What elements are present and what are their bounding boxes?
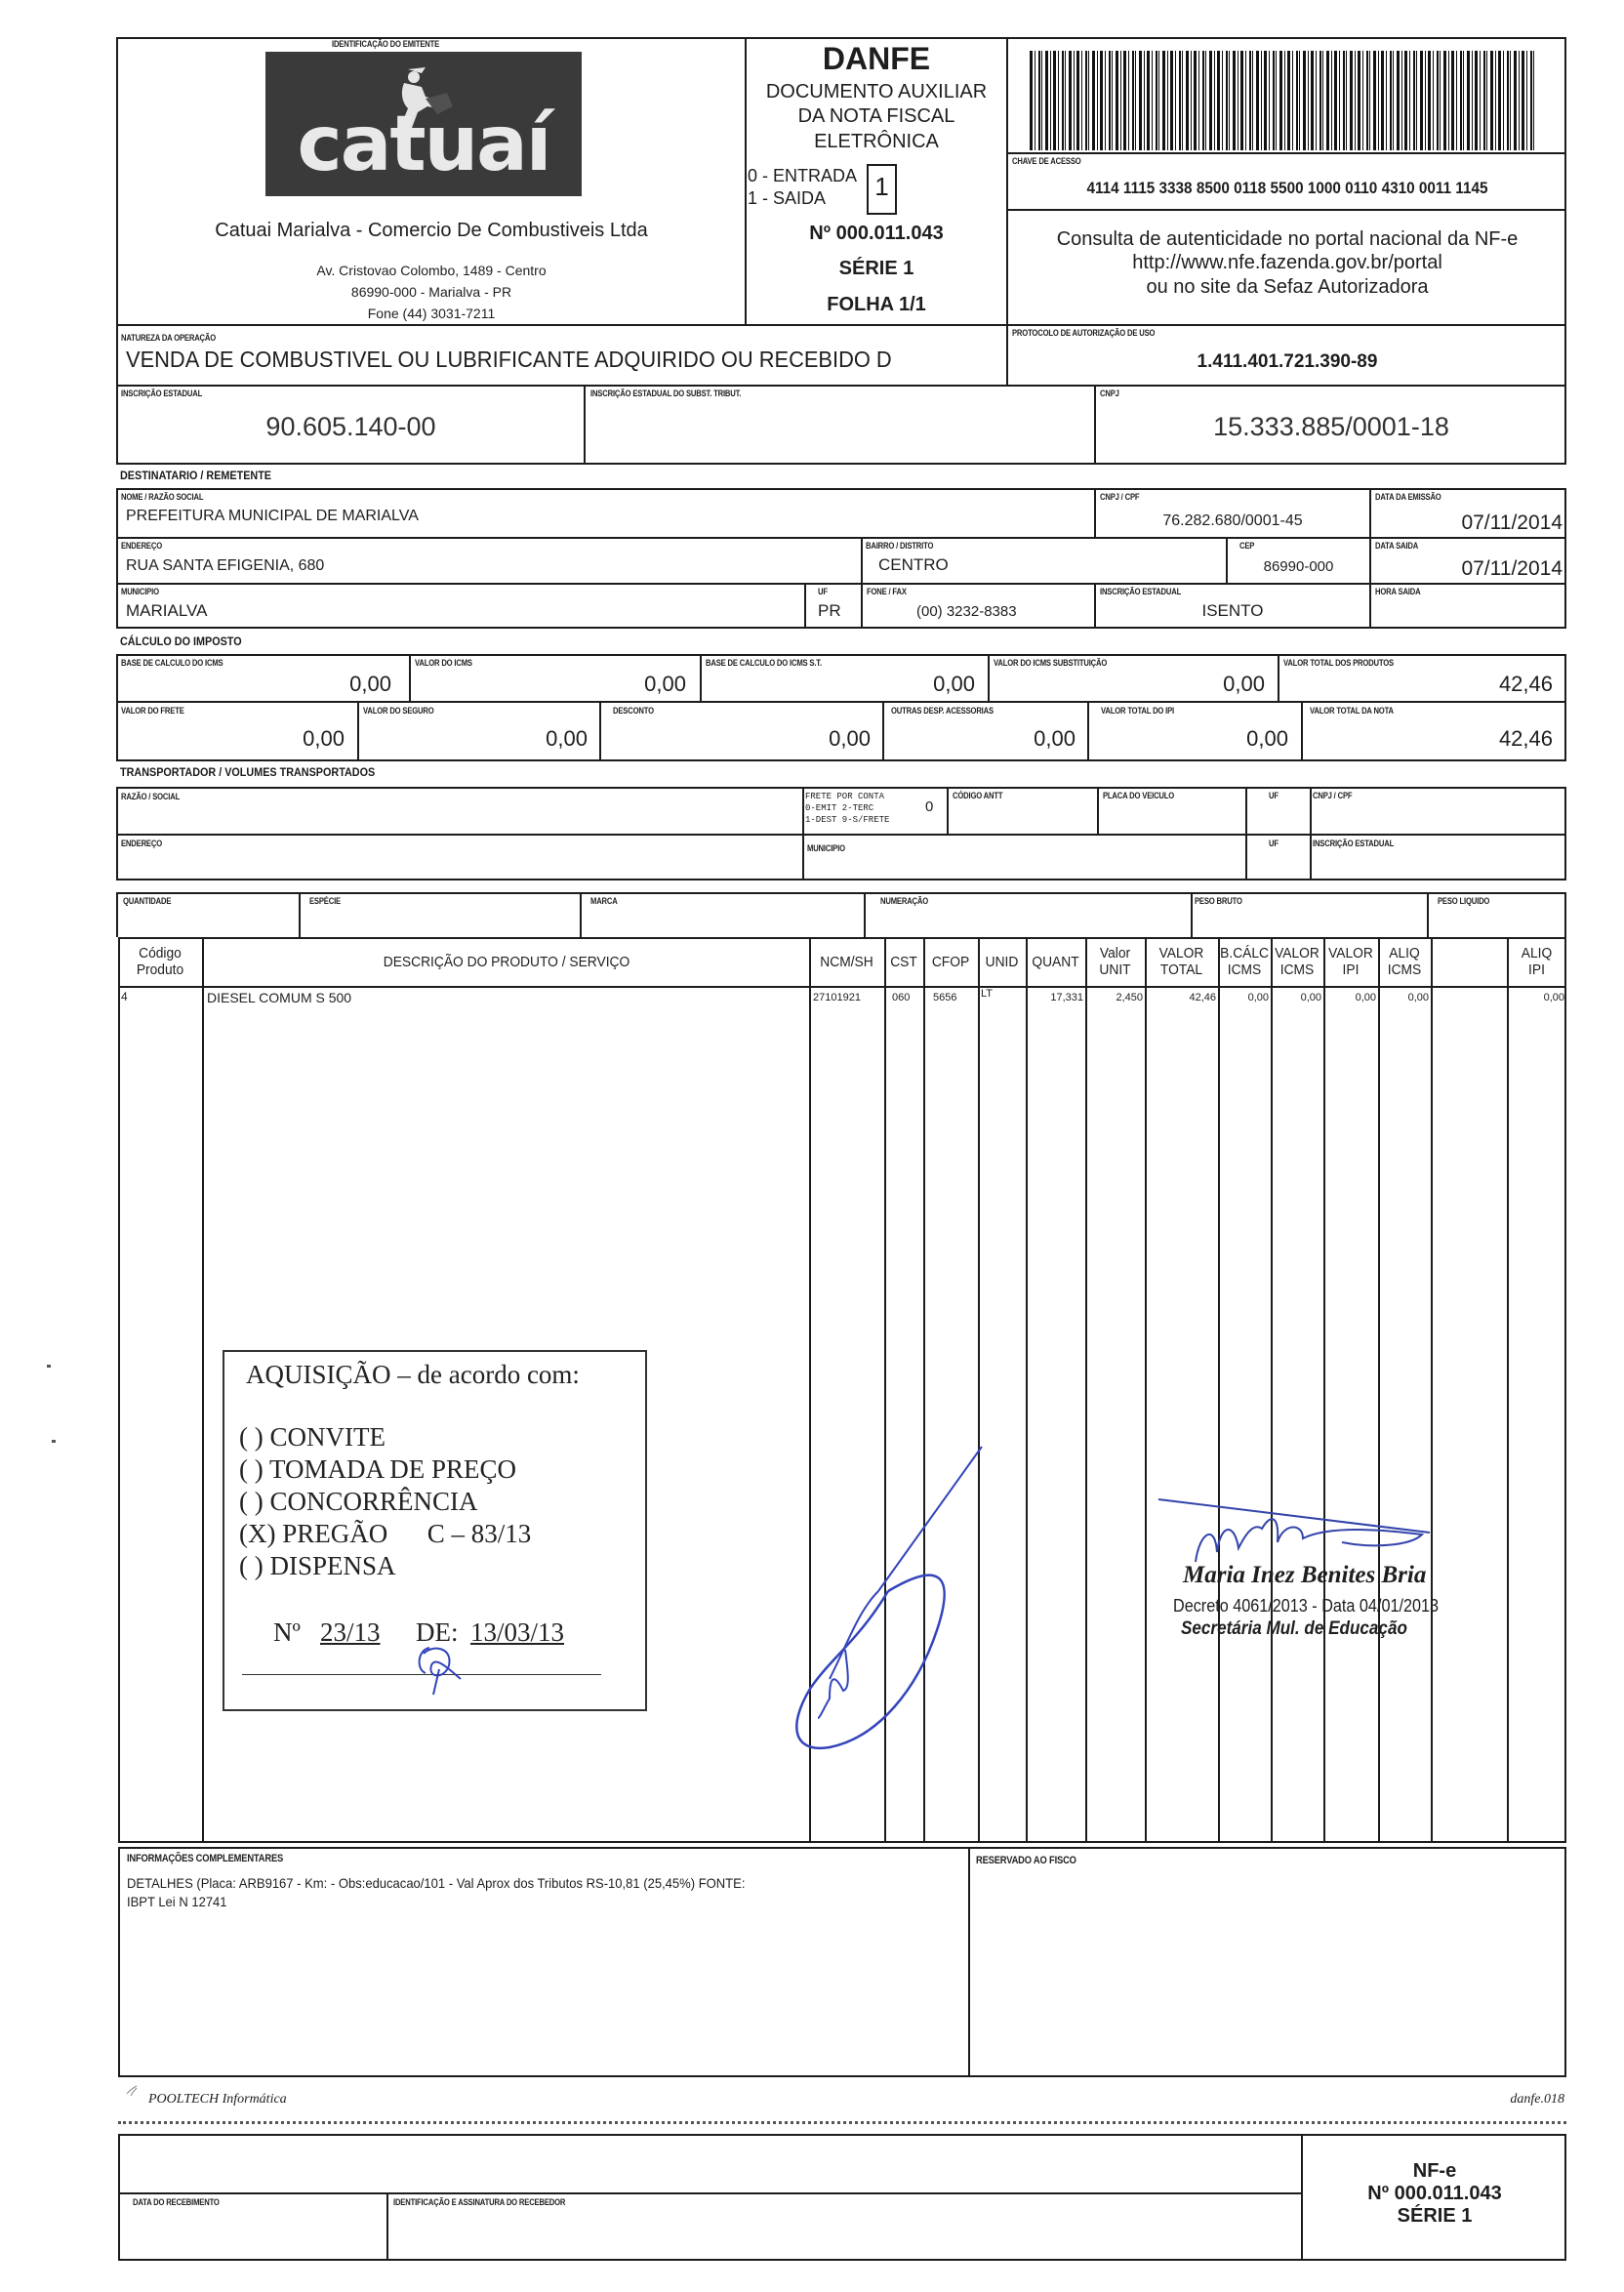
cut-line [118,2121,1566,2124]
imposto-label: VALOR TOTAL DA NOTA [1310,706,1394,716]
col-header-cst [886,954,922,970]
imposto-label: BASE DE CALCULO DO ICMS [121,658,223,668]
col-header-valor-unit [1087,945,1142,978]
stamp-title: AQUISIÇÃO – de acordo com: [246,1360,580,1389]
signatory-name: Maria Inez Benites Bria [1183,1562,1427,1588]
imposto-value: 0,00 [933,672,975,696]
divider [118,2192,1301,2194]
divider [1006,152,1566,154]
data-recebimento-label: DATA DO RECEBIMENTO [133,2197,220,2207]
col-header-line: Código [139,945,182,962]
ie-label: INSCRIÇÃO ESTADUAL [121,389,203,398]
acquisition-stamp [223,1350,647,1711]
footer-software: POOLTECH Informática [148,2092,287,2107]
divider [1097,787,1099,834]
cell-codigo: 4 [121,990,128,1003]
col-header-quant [1028,954,1082,970]
col-divider [1271,937,1273,1843]
assinatura-field[interactable] [390,2211,1298,2258]
dest-hora-saida-label: HORA SAIDA [1375,587,1421,596]
emitente-section-label: IDENTIFICAÇÃO DO EMITENTE [332,39,440,49]
col-divider [1378,937,1380,1843]
cell-aliq-ipi: 0,00 [1543,992,1564,1003]
consulta-line3: ou no site da Sefaz Autorizadora [1146,276,1429,298]
transp-antt-label: CÓDIGO ANTT [953,791,1003,800]
cell-valor-total: 42,46 [1189,992,1216,1003]
col-header-line: UNIT [1099,962,1131,978]
fisco-label: RESERVADO AO FISCO [976,1855,1076,1866]
ie-value: 90.605.140-00 [265,412,436,441]
stamp-numero-value: 23/13 [320,1617,381,1647]
imposto-value: 0,00 [1223,672,1265,696]
dest-municipio-label: MUNICIPIO [121,587,159,596]
consulta-line1: Consulta de autenticidade no portal nacional da NF-e [1056,228,1519,250]
informacoes-line1: DETALHES (Placa: ARB9167 - Km: - Obs:educacao/101 - Val Aprox dos Tributos RS-10,81 (25,45%) FONTE: [127,1875,746,1891]
cell-quant: 17,331 [1050,992,1083,1003]
canhoto-serie: SÉRIE 1 [1397,2205,1473,2227]
imposto-value: 0,00 [303,726,345,751]
frete-line3: 1-DEST 9-S/FRETE [805,815,890,825]
company-logo [265,52,582,196]
cell-ncm: 27101921 [813,992,861,1003]
imposto-label: VALOR DO ICMS SUBSTITUIÇÃO [994,658,1108,668]
cell-valor-icms: 0,00 [1300,992,1321,1003]
dest-endereco-value: RUA SANTA EFIGENIA, 680 [126,557,325,574]
frete-line2: 0-EMIT 2-TERC [805,803,874,813]
cell-unid: LT [981,988,994,1000]
transp-especie-label: ESPÉCIE [309,896,341,906]
imposto-value: 0,00 [1246,726,1288,751]
col-header-unid [980,954,1024,970]
emitente-address-line1: Av. Cristovao Colombo, 1489 - Centro [316,263,547,278]
chave-value: 4114 1115 3338 8500 0118 5500 1000 0110 4310 0011 1145 [1086,179,1488,197]
divider [299,892,301,937]
protocolo-label: PROTOCOLO DE AUTORIZAÇÃO DE USO [1012,328,1156,338]
col-header-line: ALIQ [1521,945,1553,962]
stamp-data-value: 13/03/13 [470,1617,565,1647]
ie-st-label: INSCRIÇÃO ESTADUAL DO SUBST. TRIBUT. [590,389,742,398]
imposto-label: VALOR DO FRETE [121,706,184,716]
imposto-label: VALOR DO ICMS [415,658,472,668]
imposto-label: OUTRAS DESP. ACESSORIAS [891,706,994,716]
imposto-label: DESCONTO [613,706,654,716]
dest-uf-label: UF [818,587,828,596]
imposto-label: VALOR DO SEGURO [363,706,434,716]
protocolo-value: 1.411.401.721.390-89 [1197,351,1378,372]
divider [802,787,804,880]
transportador-section-title: TRANSPORTADOR / VOLUMES TRANSPORTADOS [120,765,376,779]
col-divider [1323,937,1325,1843]
col-divider [1026,937,1028,1843]
transp-peso-liquido-label: PESO LIQUIDO [1438,896,1490,906]
col-header-line: CFOP [931,954,970,970]
cell-cst: 060 [892,992,911,1003]
divider [116,537,1566,539]
col-header-line: ICMS [1279,962,1315,978]
dest-uf-value: PR [818,601,841,620]
emitente-name: Catuai Marialva - Comercio De Combustiveis Ltda [215,220,648,241]
stamp-data-prefix: DE: [416,1617,459,1647]
saida-label: 1 - SAIDA [748,188,827,208]
col-header-line: ICMS [1387,962,1422,978]
document-number: Nº 000.011.043 [809,223,944,244]
col-header-line: DESCRIÇÃO DO PRODUTO / SERVIÇO [383,954,630,970]
danfe-subtitle-1: DOCUMENTO AUXILIAR [765,81,988,102]
col-header-line: TOTAL [1159,962,1203,978]
col-header-ncm [812,954,881,970]
dest-ie-value: ISENTO [1201,601,1264,620]
transp-razao-label: RAZÃO / SOCIAL [121,792,181,801]
col-header-bc-icms [1220,945,1269,978]
transp-ie-label: INSCRIÇÃO ESTADUAL [1313,839,1395,848]
divider [861,537,863,629]
imposto-label: BASE DE CALCULO DO ICMS S.T. [706,658,822,668]
stamp-option: ( ) CONVITE [239,1422,386,1452]
emitente-phone: Fone (44) 3031-7211 [367,306,496,321]
pooltech-logo-icon [125,2084,139,2098]
imposto-value: 42,46 [1498,726,1553,751]
imposto-value: 0,00 [349,672,391,696]
col-header-aliq-ipi [1509,945,1563,978]
col-header-line: IPI [1342,962,1360,978]
col-header-line: Valor [1099,945,1131,962]
col-header-line: NCM/SH [820,954,873,970]
handwritten-signature-icon [1157,1494,1469,1572]
assinatura-label: IDENTIFICAÇÃO E ASSINATURA DO RECEBEDOR [393,2197,566,2207]
imposto-value: 0,00 [644,672,686,696]
stamp-option: ( ) DISPENSA [239,1551,396,1580]
col-divider [1431,937,1433,1843]
logo-wordmark: catuaí [297,101,550,188]
dest-data-emissao-label: DATA DA EMISSÃO [1375,492,1441,502]
dest-cnpj-label: CNPJ / CPF [1100,492,1140,502]
col-header-line: CST [890,954,917,970]
transp-endereco-label: ENDEREÇO [121,839,163,848]
col-header-line: B.CÁLC [1220,945,1270,962]
col-header-line: VALOR [1328,945,1373,962]
divider [968,1847,970,2077]
col-divider [1145,937,1147,1843]
col-header-line: UNID [985,954,1019,970]
destinatario-section-title: DESTINATARIO / REMETENTE [120,469,272,482]
handwritten-signature-icon [791,1445,986,1845]
col-divider [202,937,204,1843]
footer-version: danfe.018 [1510,2092,1564,2107]
dest-municipio-value: MARIALVA [126,601,208,620]
col-divider [1507,937,1509,1843]
canhoto-nfe-label: NF-e [1412,2160,1457,2182]
divider [1191,892,1193,937]
divider [947,787,949,834]
cnpj-value: 15.333.885/0001-18 [1213,412,1449,441]
stamp-option: ( ) TOMADA DE PREÇO [239,1454,517,1484]
scan-artifact [47,1365,51,1368]
initials-signature-icon [410,1640,478,1699]
divider [116,834,1566,836]
cell-bc-icms: 0,00 [1247,992,1269,1003]
transp-uf2-label: UF [1269,839,1279,848]
transp-municipio-label: MUNICIPIO [807,843,845,853]
col-header-line: ICMS [1227,962,1262,978]
dest-cep-value: 86990-000 [1263,558,1334,575]
divider [1310,787,1312,880]
dest-data-saida-value: 07/11/2014 [1461,557,1563,580]
dest-nome-label: NOME / RAZÃO SOCIAL [121,492,204,502]
divider [116,583,1566,585]
access-key-barcode [1030,51,1535,150]
col-header-descricao [228,954,785,970]
document-folha: FOLHA 1/1 [827,294,926,315]
col-header-cfop [925,954,976,970]
frete-value: 0 [925,798,934,815]
transp-uf-label: UF [1269,791,1279,800]
scan-artifact [52,1440,56,1443]
transp-marca-label: MARCA [590,896,618,906]
cell-aliq-icms: 0,00 [1407,992,1429,1003]
signatory-decreto: Decreto 4061/2013 - Data 04/01/2013 [1173,1596,1440,1616]
col-divider [1218,937,1220,1843]
transp-quantidade-label: QUANTIDADE [123,896,172,906]
imposto-label: VALOR TOTAL DOS PRODUTOS [1283,658,1394,668]
transp-numeracao-label: NUMERAÇÃO [880,896,929,906]
divider [386,2192,388,2261]
document-serie: SÉRIE 1 [838,258,914,279]
consulta-url[interactable]: http://www.nfe.fazenda.gov.br/portal [1132,252,1442,273]
stamp-option-selected: (X) PREGÃO C – 83/13 [239,1519,532,1548]
dest-nome-value: PREFEITURA MUNICIPAL DE MARIALVA [126,508,419,524]
imposto-value: 42,46 [1498,672,1553,696]
products-header-divider [118,986,1566,988]
cell-descricao: DIESEL COMUM S 500 [207,990,352,1005]
divider [1245,787,1247,880]
col-header-line: ALIQ [1389,945,1420,962]
cell-valor-ipi: 0,00 [1355,992,1376,1003]
natureza-label: NATUREZA DA OPERAÇÃO [121,333,217,343]
transp-placa-label: PLACA DO VEICULO [1103,791,1175,800]
cell-cfop: 5656 [933,992,957,1003]
imposto-label: VALOR TOTAL DO IPI [1101,706,1175,716]
emitente-address-line2: 86990-000 - Marialva - PR [350,284,512,300]
divider [1006,209,1566,211]
col-header-valor-total [1148,945,1215,978]
dest-fone-label: FONE / FAX [867,587,907,596]
col-header-line: QUANT [1032,954,1079,970]
col-header-aliq-icms [1380,945,1429,978]
dest-endereco-label: ENDEREÇO [121,541,163,551]
informacoes-line2: IBPT Lei N 12741 [127,1894,227,1909]
divider [580,892,582,937]
col-divider [1085,937,1087,1843]
dest-bairro-value: CENTRO [878,555,949,574]
danfe-title: DANFE [822,41,931,76]
canhoto-numero: Nº 000.011.043 [1367,2183,1502,2204]
transp-cnpj-label: CNPJ / CPF [1313,791,1353,800]
divider [864,892,866,937]
cnpj-label: CNPJ [1100,389,1119,398]
col-header-line: Produto [136,962,184,978]
imposto-value: 0,00 [1034,726,1076,751]
imposto-section-title: CÁLCULO DO IMPOSTO [120,634,242,648]
dest-data-emissao-value: 07/11/2014 [1461,512,1563,534]
divider [584,385,586,465]
entrada-label: 0 - ENTRADA [748,166,858,185]
dest-cep-label: CEP [1239,541,1255,551]
dest-fone-value: (00) 3232-8383 [916,603,1017,620]
cell-valor-unit: 2,450 [1116,992,1143,1003]
col-header-valor-icms [1273,945,1321,978]
danfe-subtitle-2: DA NOTA FISCAL [797,105,955,127]
stamp-option: ( ) CONCORRÊNCIA [239,1487,478,1516]
informacoes-label: INFORMAÇÕES COMPLEMENTARES [127,1853,284,1864]
imposto-value: 0,00 [546,726,588,751]
col-header-valor-ipi [1325,945,1376,978]
data-recebimento-field[interactable] [121,2211,385,2258]
transp-peso-bruto-label: PESO BRUTO [1195,896,1242,906]
tipo-value: 1 [874,172,889,201]
dest-bairro-label: BAIRRO / DISTRITO [866,541,934,551]
chave-label: CHAVE DE ACESSO [1012,156,1081,166]
divider [1427,892,1429,937]
stamp-numero-prefix: Nº [273,1617,301,1647]
danfe-subtitle-3: ELETRÔNICA [814,131,939,152]
natureza-value: VENDA DE COMBUSTIVEL OU LUBRIFICANTE ADQUIRIDO OU RECEBIDO D [126,347,892,372]
signatory-cargo: Secretária Mul. de Educação [1181,1618,1407,1639]
dest-data-saida-label: DATA SAIDA [1375,541,1419,551]
col-header-line: VALOR [1275,945,1320,962]
imposto-value: 0,00 [829,726,871,751]
col-header-codigo [121,945,198,978]
dest-ie-label: INSCRIÇÃO ESTADUAL [1100,587,1182,596]
frete-line1: FRETE POR CONTA [805,792,885,801]
divider [804,583,806,629]
dest-cnpj-value: 76.282.680/0001-45 [1162,512,1303,529]
divider [116,701,1566,703]
col-header-line: VALOR [1158,945,1204,962]
col-header-line: IPI [1528,962,1545,978]
